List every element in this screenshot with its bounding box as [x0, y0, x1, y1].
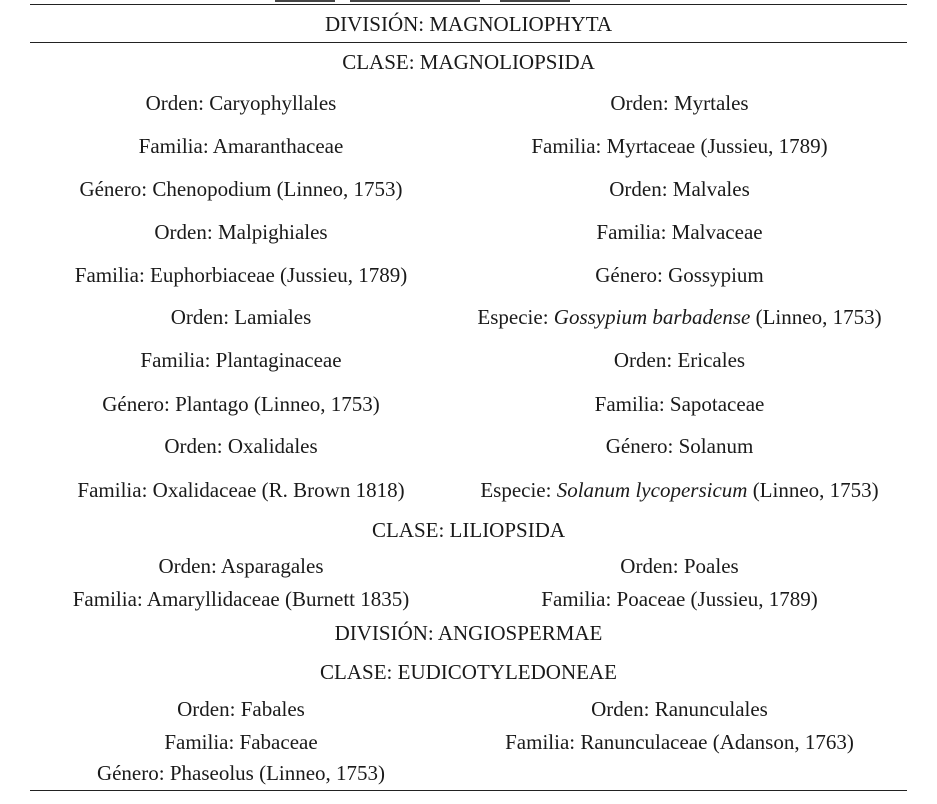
table-row: [30, 698, 907, 720]
table-row: [30, 479, 907, 501]
table-row: [30, 731, 907, 753]
species-authority: (Linneo, 1753): [750, 305, 882, 329]
left-cell: Orden: Oxalidales: [164, 434, 318, 458]
table-row: [30, 178, 907, 200]
left-cell: Orden: Malpighiales: [154, 220, 328, 244]
table-row: [30, 435, 907, 457]
left-cell: Orden: Fabales: [177, 697, 305, 721]
table-row: [30, 221, 907, 243]
left-cell: Familia: Amaranthaceae: [138, 134, 344, 158]
class-magnoliopsida: CLASE: MAGNOLIOPSIDA: [342, 50, 595, 74]
right-cell: Orden: Myrtales: [610, 91, 749, 115]
table-row: [30, 306, 907, 328]
right-cell: Orden: Ericales: [613, 348, 746, 372]
species-authority: (Linneo, 1753): [747, 478, 879, 502]
right-cell: Familia: Ranunculaceae (Adanson, 1763): [505, 730, 854, 754]
left-cell: Género: Plantago (Linneo, 1753): [102, 392, 380, 416]
table-row: [30, 555, 907, 577]
right-cell: Familia: Sapotaceae: [594, 392, 765, 416]
division-angiospermae: DIVISIÓN: ANGIOSPERMAE: [334, 621, 603, 645]
table-row: [30, 588, 907, 610]
left-cell: Familia: Oxalidaceae (R. Brown 1818): [77, 478, 405, 502]
left-cell: Género: Chenopodium (Linneo, 1753): [79, 177, 403, 201]
table-row: [30, 393, 907, 415]
division-magnoliophyta: DIVISIÓN: MAGNOLIOPHYTA: [324, 12, 613, 36]
species-prefix: Especie:: [477, 305, 554, 329]
class-liliopsida: CLASE: LILIOPSIDA: [371, 518, 566, 542]
left-cell: Orden: Lamiales: [170, 305, 312, 329]
table-row: [30, 92, 907, 114]
right-cell: Familia: Malvaceae: [596, 220, 763, 244]
left-cell: Familia: Plantaginaceae: [140, 348, 342, 372]
table-row: [30, 762, 907, 784]
right-cell: Orden: Ranunculales: [591, 697, 768, 721]
right-cell: Orden: Poales: [620, 554, 739, 578]
bottom-rule: [30, 790, 907, 791]
table-row: [30, 135, 907, 157]
left-cell: Género: Phaseolus (Linneo, 1753): [96, 761, 386, 785]
left-cell: Familia: Fabaceae: [164, 730, 318, 754]
species-name: Gossypium barbadense: [553, 305, 751, 329]
left-cell: Familia: Amaryllidaceae (Burnett 1835): [72, 587, 410, 611]
right-cell: Género: Gossypium: [595, 263, 764, 287]
division-rule: [30, 42, 907, 43]
left-cell: Familia: Euphorbiaceae (Jussieu, 1789): [74, 263, 408, 287]
left-cell: Orden: Asparagales: [158, 554, 324, 578]
left-cell: Orden: Caryophyllales: [145, 91, 337, 115]
class-eudicotyledoneae: CLASE: EUDICOTYLEDONEAE: [320, 660, 617, 684]
table-row: [30, 349, 907, 371]
right-cell: [452, 479, 907, 501]
right-cell: Familia: Poaceae (Jussieu, 1789): [541, 587, 818, 611]
table-row: [30, 264, 907, 286]
species-prefix: Especie:: [480, 478, 557, 502]
right-cell: [452, 306, 907, 328]
right-cell: Género: Solanum: [605, 434, 754, 458]
right-cell: Familia: Myrtaceae (Jussieu, 1789): [531, 134, 828, 158]
species-name: Solanum lycopersicum: [556, 478, 748, 502]
right-cell: Orden: Malvales: [609, 177, 750, 201]
top-rule: [30, 4, 907, 5]
